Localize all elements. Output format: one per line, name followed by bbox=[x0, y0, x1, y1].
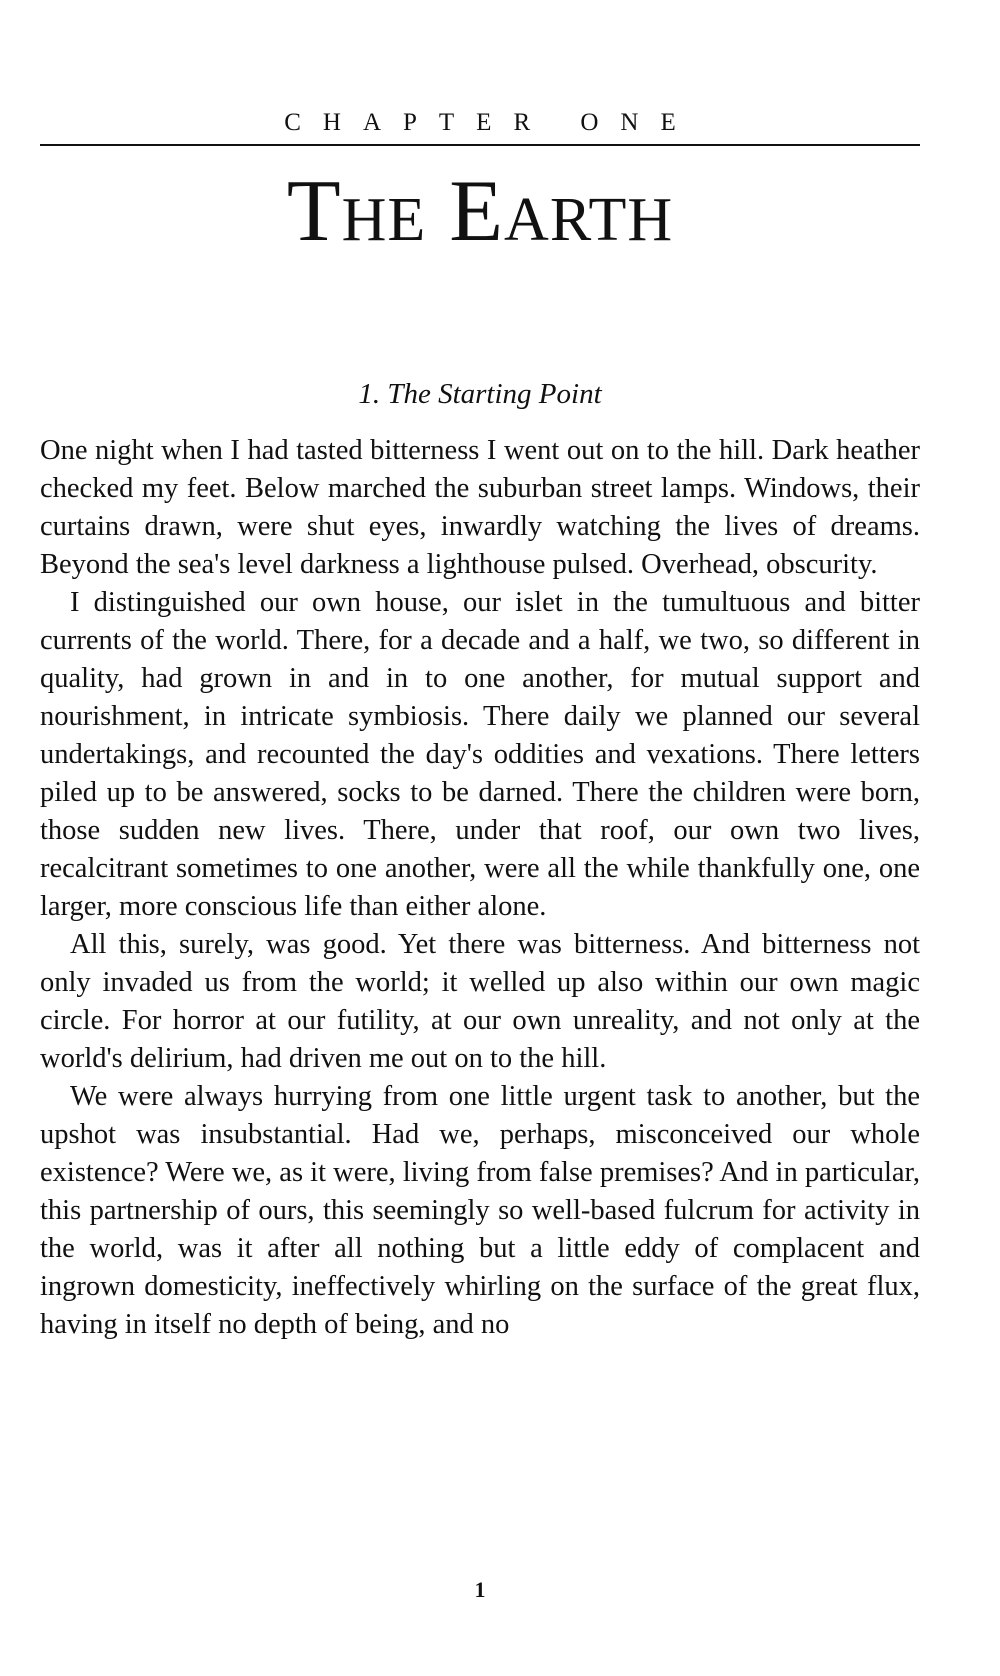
paragraph: We were always hurrying from one little urgent task to another, but the upshot was insubstantial. Had we, perhaps, misconceived our whole existence? Were we, as it were, living from false premises? And in particular, this partnership of ours, this seemingly so well-based fulcrum for activity in the world, was it after all nothing but a little eddy of complacent and ingrown domesticity, ineffectively whirling on the surface of the great flux, having in itself no depth of being, and no bbox=[40, 1081, 921, 1340]
body-text bbox=[40, 432, 920, 1344]
paragraph: All this, surely, was good. Yet there was bitterness. And bitterness not only invaded us from the world; it welled up also within our own magic circle. For horror at our futility, at our own unreality, and not only at the world's delirium, had driven me out on to the hill. bbox=[40, 929, 920, 1074]
header-rule bbox=[40, 144, 920, 146]
page-number: 1 bbox=[474, 1577, 486, 1602]
paragraph: One night when I had tasted bitterness I went out on to the hill. Dark heather checked my feet. Below marched the suburban street lamps. Windows, their curtains drawn, were shut eyes, inwardly watching the lives of dreams. Beyond the sea's level darkness a lighthouse pulsed. Overhead, obscurity. bbox=[40, 435, 920, 580]
paragraph: I distinguished our own house, our islet in the tumultuous and bitter currents of the world. There, for a decade and a half, we two, so different in quality, had grown in and in to one another, for mutual support and nourishment, in intricate symbiosis. There daily we planned our several undertakings, and recounted the day's oddities and vexations. There letters piled up to be answered, socks to be darned. There the children were born, those sudden new lives. There, under that roof, our own two lives, recalcitrant sometimes to one another, were all the while thankfully one, one larger, more conscious life than either alone. bbox=[40, 587, 920, 922]
chapter-title: The Earth bbox=[286, 163, 674, 260]
chapter-label: CHAPTER ONE bbox=[284, 109, 698, 136]
section-title: 1. The Starting Point bbox=[358, 378, 602, 410]
